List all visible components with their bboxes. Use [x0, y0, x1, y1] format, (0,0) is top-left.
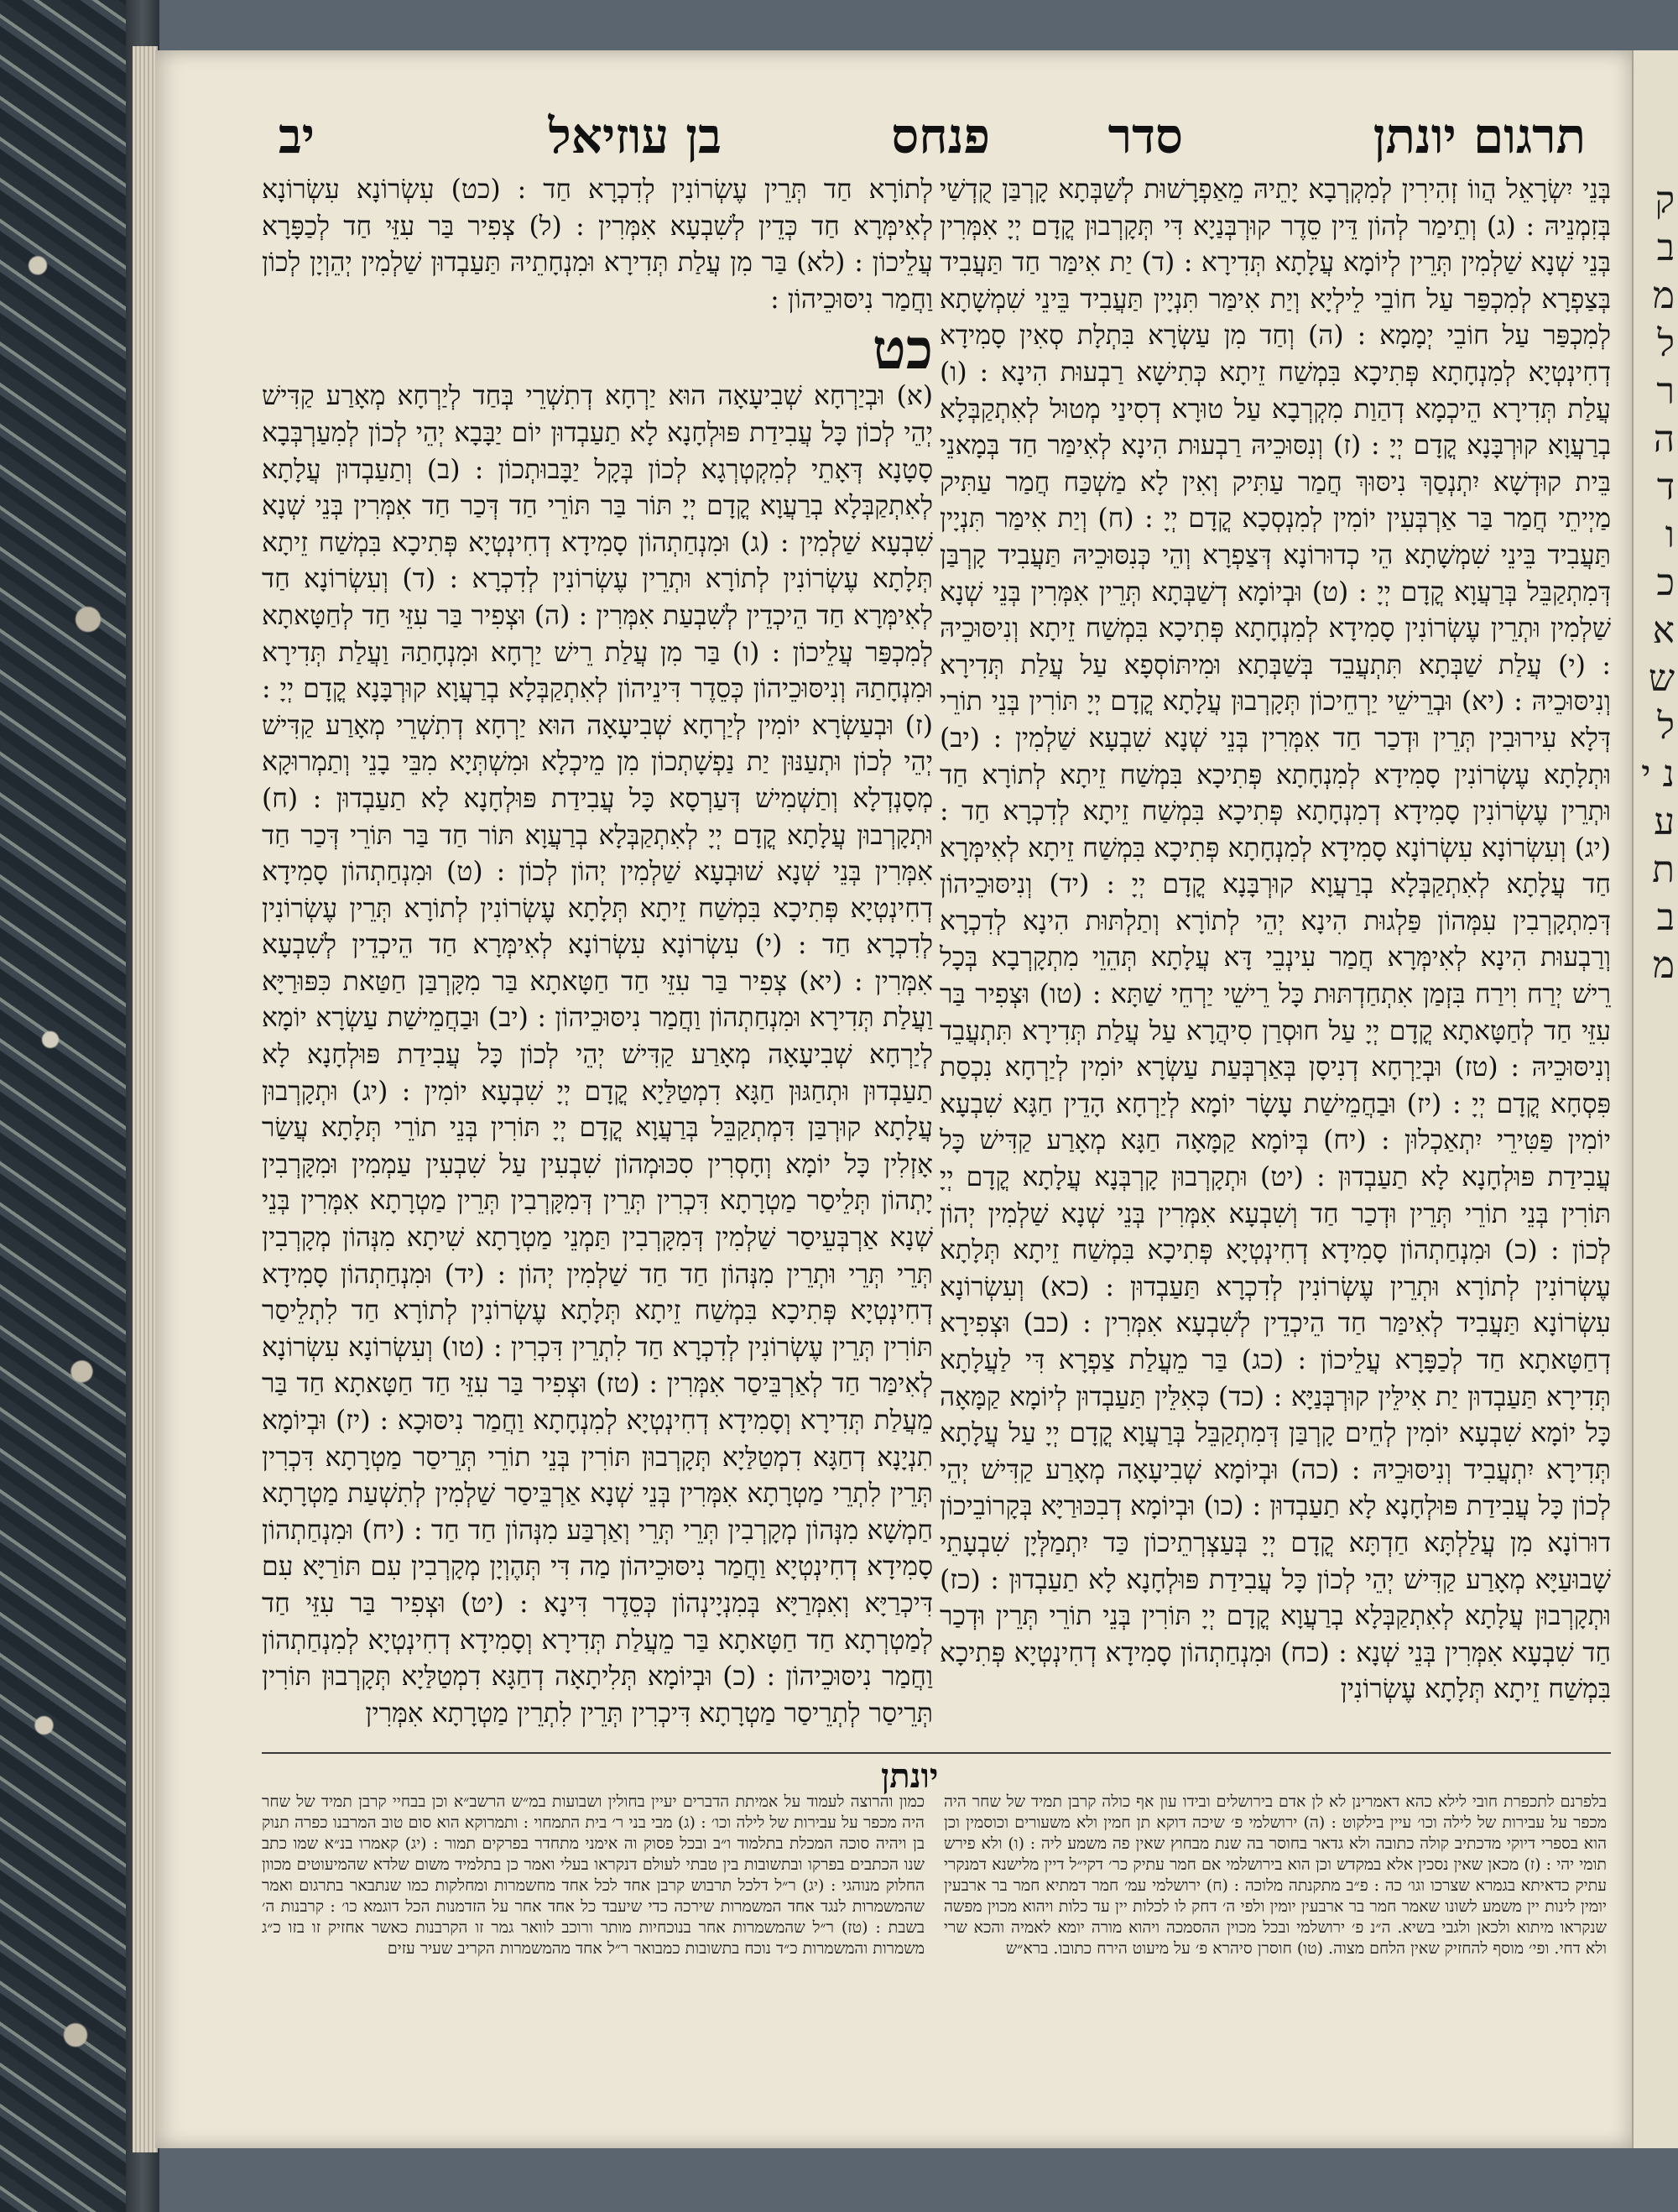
header-parasha: פנחס — [891, 107, 990, 164]
header-book-title: תרגום יונתן — [1373, 107, 1586, 164]
footnote-left: כמון והרוצה לעמוד על אמיתת הדברים יעיין בחולין ושבועות במ״ש הרשב״א וכן בבחיי קרבן תמיד של שחר היה מכפר על עבירות של לילה וכו׳ : (ג) מבי בני ר׳ בית התמחוי : ותמרוקא הוא סום טוב המרבנו כפרה תנוק בן ויהיה סוכה המכלת בתלמוד ו״ב ובכל פסוק וה אימני מתחדר בפרקים תמור : (יג) קאמרו בנ״א שמו כתב שנו הכתבים בפרקו ובתשובות בין טבתי לעולם דנקראו בעלי ואמר כן בתלמיד משום שלדא שהמיעוטים מכוון החלוק מנוהגי : (יג) ר״ל דלכל תרבוש קרבן אחד לכל אחד מחשמרות ומחלקות כמו שנתבאר בתרגום ואמר שהמשמרות לנגד אחד המשמרות שירכה כדי שיעבד כל אחד אחר על הזדמנות הכל דוגמא כו׳ : קרבנות ה׳ בשבת : (טז) ר״ל שהמשמרות אחר בנוכחיות מותר ורוכב לוואר גמר זו הקרבנות כאשר אחזיק זו בזו כ״ג משמרות והמשמרות כ״ד נוכח בתשובות כמבואר ר״ל אחד מהמשמרות הקריב שעיר עזים — [262, 1792, 925, 1958]
next-page-text: ק ב מ ל ר ה ד ו כ א ש ל נ י ע ת ב מ — [1641, 179, 1675, 987]
header-seder: סדר — [1107, 107, 1183, 164]
column-left-rest-text: (א) וּבְיַרְחָא שְׁבִיעָאָה הוּא יַרְחָא דְתִשְׁרֵי בְּחַד לְיַרְחָא מְאָרַע קַדִּישׁ יְהֵי לְכוֹן כָּל עֲבִידַת פּוּלְחָנָא לָא תַעַבְדוּן יוֹם יַבָּבָא יְהֵי לְכוֹן לְמִעַרְבְּבָא סָטָנָא דְּאָתֵי לְמִקְטְרְגָא לְכוֹן בְּקָל יַבָּבוּתְכוֹן : (ב) וְתַעַבְדוּן עֲלָתָא לְאִתְקַבְּלָא בְרַעֲוָא קֳדָם יְיָ תּוֹר בַּר תּוֹרֵי חַד דְּכַר חַד אִמְּרִין בְּנֵי שְׁנָא שִׁבְעָא שַׁלְמִין : (ג) וּמִנְחַתְהוֹן סָמִידָא דְחִינְטְיָא פְּתִיכָא בִּמְשַׁח זֵיתָא תְּלָתָא עֶשְׂרוֹנִין לְתוֹרָא וּתְרֵין עֶשְׂרוֹנִין לְדִכְרָא : (ד) וְעִשְׂרוֹנָא חַד לְאִימְּרָא חַד הֵיכְדֵין לְשִׁבְעַת אִמְּרִין : (ה) וּצְפִיר בַּר עִזֵּי חַד לְחַטָּאתָא לְמִכְפַּר עֲלֵיכוֹן : (ו) בַּר מִן עֲלַת רֵישׁ יַרְחָא וּמִנְחָתַהּ וַעֲלַת תְּדִירָא וּמִנְחָתַהּ וְנִיסּוּכֵיהוֹן כְּסֵדֶר דִּינֵיהוֹן לְאִתְקַבְּלָא בְרַעֲוָא קוּרְבָּנָא קֳדָם יְיָ : (ז) וּבְעַשְׂרָא יוֹמִין לְיַרְחָא שְׁבִיעָאָה הוּא יַרְחָא דְתִשְׁרֵי מְאָרַע קַדִּישׁ יְהֵי לְכוֹן וּתְעַנּוּן יַת נַפְשָׁתְכוֹן מִן מֵיכְלָא וּמִשְׁתְּיָא מִבֵּי בָנֵי וְתַמְרוּקָא מְסָנְדְלָא וְתַשְׁמִישׁ דְּעַרְסָא כָּל עֲבִידַת פּוּלְחָנָא לָא תַעַבְדוּן : (ח) וּתְקָרְבוּן עֲלָתָא קֳדָם יְיָ לְאִתְקַבְּלָא בְרַעֲוָא תּוֹר חַד בַּר תּוֹרֵי דְּכַר חַד אִמְּרִין בְּנֵי שְׁנָא שׁוּבְעָא שַׁלְמִין יְהוֹן לְכוֹן : (ט) וּמִנְחַתְהוֹן סָמִידָא דְחִינְטְיָא פְּתִיכָא בִּמְשַׁח זֵיתָא תְּלָתָא עֶשְׂרוֹנִין לְתוֹרָא תְּרֵין עֶשְׂרוֹנִין לְדִכְרָא חַד : (י) עִשְׂרוֹנָא עִשְׂרוֹנָא לְאִימְּרָא חַד הֵיכְדֵין לְשִׁבְעָא אִמְּרִין : (יא) צְפִיר בַּר עִזֵּי חַד חַטָּאתָא בַּר מִקָּרְבַּן חַטַּאת כִּפּוּרַיָּא וַעֲלַת תְּדִירָא וּמִנְחַתְהוֹן וַחֲמַר נִיסּוּכֵיהוֹן : (יב) וּבַחֲמֵישַׁת עַשְׂרָא יוֹמָא לְיַרְחָא שְׁבִיעָאָה מְאָרַע קַדִּישׁ יְהֵי לְכוֹן כָּל עֲבִידַת פּוּלְחָנָא לָא תַעַבְדוּן וּתְחַגּוּן חַגָּא דִמְטַלַּיָא קֳדָם יְיָ שִׁבְעָא יוֹמִין : (יג) וּתְקָרְבוּן עֲלָתָא קוּרְבַּן דִּמְתְקַבֵּל בְּרַעֲוָא קֳדָם יְיָ תּוֹרִין בְּנֵי תוֹרֵי תְּלָתָא עֲשַׂר אָזְלִין כָּל יוֹמָא וְחָסְרִין סִכּוּמְהוֹן שִׁבְעִין עַל שִׁבְעִין עַמְמִין וּמִקָּרְבִין יָתְהוֹן תְּלֵיסַר מַטְרָתָא דִּכְרִין תְּרֵין דְּמִקָּרְבִין תְּרֵין מַטְרָתָא אִמְּרִין בְּנֵי שְׁנָא אַרְבְּעֵיסַר שַׁלְמִין דְּמִקָּרְבִין תַּמְנֵי מַטְרָתָא שִׁיתָא מִנְּהוֹן מְקָרְבִין תְּרֵי תְּרֵי וּתְרֵין מִנְּהוֹן חַד חַד שַׁלְמִין יְהוֹן : (יד) וּמִנְחַתְהוֹן סָמִידָא דְחִינְטְיָא פְּתִיכָא בִּמְשַׁח זֵיתָא תְּלָתָא עֶשְׂרוֹנִין לְתוֹרָא חַד לִתְלֵיסַר תּוֹרִין תְּרֵין עֶשְׂרוֹנִין לְדִכְרָא חַד לִתְרֵין דִּכְרִין : (טו) וְעִשְׂרוֹנָא עִשְׂרוֹנָא לְאִימַּר חַד לְאַרְבֵּיסַר אִמְּרִין : (טז) וּצְפִיר בַּר עִזֵּי חַד חַטָּאתָא חַד בַּר מֵעֲלַת תְּדִירָא וְסָמִידָא דְחִינְטְיָא לְמִנְחָתָא וַחֲמַר נִיסּוּכָא : (יז) וּבְיוֹמָא תִנְיָנָא דְחַגָּא דִמְטַלַּיָא תְּקָרְבוּן תּוֹרִין בְּנֵי תוֹרֵי תְּרֵיסַר מַטְרָתָא דִּכְרִין תְּרֵין לִתְרֵי מַטְרָתָא אִמְּרִין בְּנֵי שְׁנָא אַרְבֵּיסַר שַׁלְמִין לְתִשְׁעַת מַטְרָתָא חַמְשָׁא מִנְּהוֹן מְקָרְבִין תְּרֵי תְּרֵי וְאַרְבַּע מִנְּהוֹן חַד חַד : (יח) וּמִנְחַתְהוֹן סָמִידָא דְחִינְטְיָא וַחֲמַר נִיסּוּכֵיהוֹן מַה דִּי תְּהֶוְיָן מְקָרְבִין עִם תּוֹרַיָּא עִם דִּיכְרַיָּא וְאִמְּרַיָּא בְּמִנְיָינְהוֹן כְּסֵדֶר דִּינָא : (יט) וּצְפִיר בַּר עִזֵּי חַד לְמַטְרְתָא חַד חַטָּאתָא בַּר מֵעֲלַת תְּדִירָא וְסָמִידָא דְחִינְטְיָא לְמִנְחַתְהוֹן וַחֲמַר נִיסּוּכֵיהוֹן : (כ) וּבְיוֹמָא תְּלִיתָאָה דְחַגָּא דִמְטַלַּיָא תְּקָרְבוּן תּוֹרִין תְּרֵיסַר לְתְרֵיסַר מַטְרָתָא דִּיכְרִין תְּרֵין לִתְרֵין מַטְרָתָא אִמְּרִין — [262, 381, 933, 1729]
next-page-edge — [1632, 50, 1678, 2148]
header-author: בן עוזיאל — [548, 107, 722, 164]
text-column-left — [262, 172, 933, 1750]
column-left-top-text: לְתוֹרָא חַד תְּרֵין עֶשְׂרוֹנִין לְדִכְרָא חַד : (כט) עִשְׂרוֹנָא עִשְׂרוֹנָא לְאִימְּרָא חַד כְּדֵין לְשִׁבְעָא אִמְּרִין : (ל) צְפִיר בַּר עִזֵּי חַד לְכַפָּרָא עֲלֵיכוֹן : (לא) בַּר מִן עֲלַת תְּדִירָא וּמִנְחָתֵיהּ תַּעַבְדוּן שַׁלְמִין יְהֵוְיָן לְכוֹן וַחֲמַר נִיסּוּכֵיהוֹן : — [262, 175, 933, 315]
chapter-heading — [262, 316, 933, 383]
footnote-right: בלפרנם לתכפרת חובי לילא כהא דאמרינן לא לן אדם בירושלים ובידו עון אף כולה קרבן תמיד של שחר היה מכפר על עבירות של לילה וכו׳ עיין בילקוט : (ה) ירושלמי פ׳ שיכה דוקא תן חמין ולא משעורים וכוסמין וכן הוא בספרי דיוקי מדכתיב קולה כתובה ולא גדאר בחוסר בה שנת מבחוץ שאין פה משמע ליה : (ו) ולא פירש תומי יהי : (ז) מכאן שאין נסכין אלא במקדש וכן הוא בירושלמי אם חמר עתיק כר׳ דקי״ל דיין מלישנא דמנקרי עתיק כדאיתא בגמרא שצרכו וגו׳ כה : פ״ב מתקנתה מלוכה : (ח) ירושלמי עמ׳ חמר דמתיא חמר בר ארבעין יומין לינות יין משמע לשונו שאמר חמר בר ארבעין יומין ולפי ה׳ דחק לו לכלות יין עד כלות ויהוא מכוין מפשה שנקראו מיתוא ולכאן ולגבי בשיא. ה״נ פ׳ ירושלמי ובכל מכוין ההסמכה ויהוא מורה יומא לאמיה והכא שרי ולא דחי. ופי׳ מוסף להחזיק שאין הלחם מצוה. (טו) חוסרן סיהרא פ׳ על מיעוט הירח כתובו. ברא״ש — [944, 1792, 1607, 1958]
footnotes-label: יונתן — [881, 1756, 939, 1796]
running-header — [164, 107, 1602, 164]
footer-divider — [262, 1752, 1611, 1754]
text-column-right — [940, 172, 1611, 1750]
chapter-number: כט — [872, 316, 933, 383]
column-right-text: בְּנֵי יִשְׂרָאֵל הֲווֹ זְהִירִין לְמִקְרְבָא יָתֵיהּ מֵאַפְרָשׁוּת לְשַׁבְּתָא קָרְבַּן קֻדְשַׁי בְּזִמְנֵיהּ : (ג) וְתֵימַר לְהוֹן דֵּין סֵדֶר קוּרְבְּנַיָא דִּי תְּקָרְבוּן קֳדָם יְיָ אִמְּרִין בְּנֵי שְׁנָא שַׁלְמִין תְּרֵין לְיוֹמָא עֲלָתָא תְּדִירָא : (ד) יַת אִימַּר חַד תַּעֲבִיד בְּצַפְרָא לְמִכְפַּר עַל חוֹבֵי לֵילְיָא וְיַת אִימַּר תִּנְיָין תַּעֲבִיד בֵּינֵי שִׁמְשָׁתָא לְמִכְפַּר עַל חוֹבֵי יְמָמָא : (ה) וְחַד מִן עַשְׂרָא בִּתְלָת סְאִין סָמִידָא דְחִינְטְיָא לְמִנְחָתָא פְּתִיכָא בִּמְשַׁח זֵיתָא כְּתִישָׁא רַבְעוּת הִינָא : (ו) עֲלַת תְּדִירָא הֵיכְמָא דְהַוַת מִקְרְבָא עַל טוּרָא דְסִינַי מְטוּל לְאִתְקַבְּלָא בְרַעֲוָא קוּרְבָּנָא קֳדָם יְיָ : (ז) וְנִסּוּכֵיהּ רַבְעוּת הִינָא לְאִימַּר חַד בְּמָאנֵי בֵּית קוּדְשָׁא יִתְנְסַךְ נִיסּוּךְ חֲמַר עַתִּיק וְאִין לָא מַשְׁכַּח חֲמַר עַתִּיק מַיְיתֵי חֲמַר בַּר אַרְבְּעִין יוֹמִין לְמִנְסְכָא קֳדָם יְיָ : (ח) וְיַת אִימַּר תִּנְיָין תַּעֲבִיד בֵּינֵי שִׁמְשָׁתָא הֵי כְדוּרוֹנָא דְּצַפְרָא וְהֵי כְּנִסּוּכֵיהּ תַּעֲבִיד קָרְבַּן דְּמִתְקַבֵּל בְּרַעֲוָא קֳדָם יְיָ : (ט) וּבְיוֹמָא דְשַׁבְּתָא תְּרֵין אִמְּרִין בְּנֵי שְׁנָא שַׁלְמִין וּתְרֵין עֶשְׂרוֹנִין סָמִידָא לְמִנְחָתָא פְּתִיכָא בִּמְשַׁח זֵיתָא וְנִיסּוּכֵיהּ : (י) עֲלַת שַׁבְּתָא תִּתְעֲבֵד בְּשַׁבְּתָא וּמִיתּוֹסְפָא עַל עֲלַת תְּדִירָא וְנִיסּוּכֵיהּ : (יא) וּבְרֵישֵׁי יַרְחֵיכוֹן תְּקָרְבוּן עֲלָתָא קֳדָם יְיָ תּוֹרִין בְּנֵי תוֹרֵי דְּלָא עִירוּבִין תְּרֵין וּדְכַר חַד אִמְּרִין בְּנֵי שְׁנָא שִׁבְעָא שַׁלְמִין : (יב) וּתְלָתָא עֶשְׂרוֹנִין סָמִידָא לְמִנְחָתָא פְּתִיכָא בִּמְשַׁח זֵיתָא לְתוֹרָא חַד וּתְרֵין עֶשְׂרוֹנִין סָמִידָא דְמִנְחָתָא פְּתִיכָא בִּמְשַׁח זֵיתָא לְדִכְרָא חַד : (יג) וְעִשְׂרוֹנָא עִשְׂרוֹנָא סָמִידָא לְמִנְחָתָא פְּתִיכָא בִּמְשַׁח זֵיתָא לְאִימְּרָא חַד עֲלָתָא לְאִתְקַבְּלָא בְרַעֲוָא קוּרְבָּנָא קֳדָם יְיָ : (יד) וְנִיסּוּכֵיהוֹן דְּמִתְקָרְבִין עִמְּהוֹן פַּלְגוּת הִינָא יְהֵי לְתוֹרָא וְתַלְתּוּת הִינָא לְדִכְרָא וְרַבְעוּת הִינָא לְאִימְּרָא חֲמַר עִינְבֵי דָּא עֲלָתָא תְּהֵוֵי מִתְקָרְבָא בְּכָל רֵישׁ יְרַח וִירַח בִּזְמַן אִתְחַדְתּוּת כָּל רֵישֵׁי יַרְחֵי שַׁתָּא : (טו) וּצְפִיר בַּר עִזֵּי חַד לְחַטָּאתָא קֳדָם יְיָ עַל חוּסְרַן סִיהֲרָא עַל עֲלַת תְּדִירָא תִּתְעֲבֵד וְנִיסּוּכֵיהּ : (טז) וּבְיַרְחָא דְנִיסָן בְּאַרְבְּעַת עַשְׂרָא יוֹמִין לְיַרְחָא נִכְסַת פִּסְחָא קֳדָם יְיָ : (יז) וּבַחֲמֵישַׁת עָשָׂר יוֹמָא לְיַרְחָא הָדֵין חַגָּא שִׁבְעָא יוֹמִין פַּטִּירֵי יִתְאַכְלוּן : (יח) בְּיוֹמָא קַמָּאָה חַגָּא מְאָרַע קַדִּישׁ כָּל עֲבִידַת פּוּלְחָנָא לָא תַעַבְדוּן : (יט) וּתְקָרְבוּן קָרְבְּנָא עֲלָתָא קֳדָם יְיָ תּוֹרִין בְּנֵי תוֹרֵי תְּרֵין וּדְכַר חַד וְשִׁבְעָא אִמְּרִין בְּנֵי שְׁנָא שַׁלְמִין יְהוֹן לְכוֹן : (כ) וּמִנְחַתְהוֹן סָמִידָא דְחִינְטְיָא פְּתִיכָא בִּמְשַׁח זֵיתָא תְּלָתָא עֶשְׂרוֹנִין לְתוֹרָא וּתְרֵין עֶשְׂרוֹנִין לְדִכְרָא תַּעַבְדוּן : (כא) וְעִשְׂרוֹנָא עִשְׂרוֹנָא תַּעֲבִיד לְאִימַּר חַד הֵיכְדֵין לְשִׁבְעָא אִמְּרִין : (כב) וּצְפִירָא דְחַטָּאתָא חַד לְכַפָּרָא עֲלֵיכוֹן : (כג) בַּר מֵעֲלַת צַפְרָא דִּי לַעֲלָתָא תְּדִירָא תַּעַבְדוּן יַת אִילֵּין קוּרְבְּנַיָּא : (כד) כְּאִלֵּין תַּעַבְדוּן לְיוֹמָא קַמָּאָה כָּל יוֹמָא שִׁבְעָא יוֹמִין לְחֵים קָרְבַּן דְּמִתְקַבֵּל בְּרַעֲוָא קֳדָם יְיָ עַל עֲלָתָא תְּדִירָא יִתְעֲבִיד וְנִיסּוּכֵיהּ : (כה) וּבְיוֹמָא שְׁבִיעָאָה מְאָרַע קַדִּישׁ יְהֵי לְכוֹן כָּל עֲבִידַת פּוּלְחָנָא לָא תַעַבְדוּן : (כו) וּבְיוֹמָא דְבִכּוּרַיָּא בְּקָרוֹבֵיכוֹן דוּרוֹנָא מִן עֲלַלְתָּא חַדְתָּא קֳדָם יְיָ בְּעַצְרְתֵיכוֹן כַּד יִתְמַלְּיָן שִׁבְעָתֵי שָׁבוּעַיָּא מְאָרַע קַדִּישׁ יְהֵי לְכוֹן כָּל עֲבִידַת פּוּלְחָנָא לָא תַעַבְדוּן : (כז) וּתְקָרְבוּן עֲלָתָא לְאִתְקַבְּלָא בְרַעֲוָא קֳדָם יְיָ תּוֹרִין בְּנֵי תוֹרֵי תְּרֵין וּדְכַר חַד שִׁבְעָא אִמְּרִין בְּנֵי שְׁנָא : (כח) וּמִנְחַתְהוֹן סָמִידָא דְחִינְטְיָא פְּתִיכָא בִּמְשַׁח זֵיתָא תְּלָתָא עֶשְׂרוֹנִין — [940, 175, 1611, 1705]
page-edges — [133, 46, 158, 2152]
marbled-cover-board — [0, 0, 126, 2212]
page-number: יב — [278, 107, 315, 164]
